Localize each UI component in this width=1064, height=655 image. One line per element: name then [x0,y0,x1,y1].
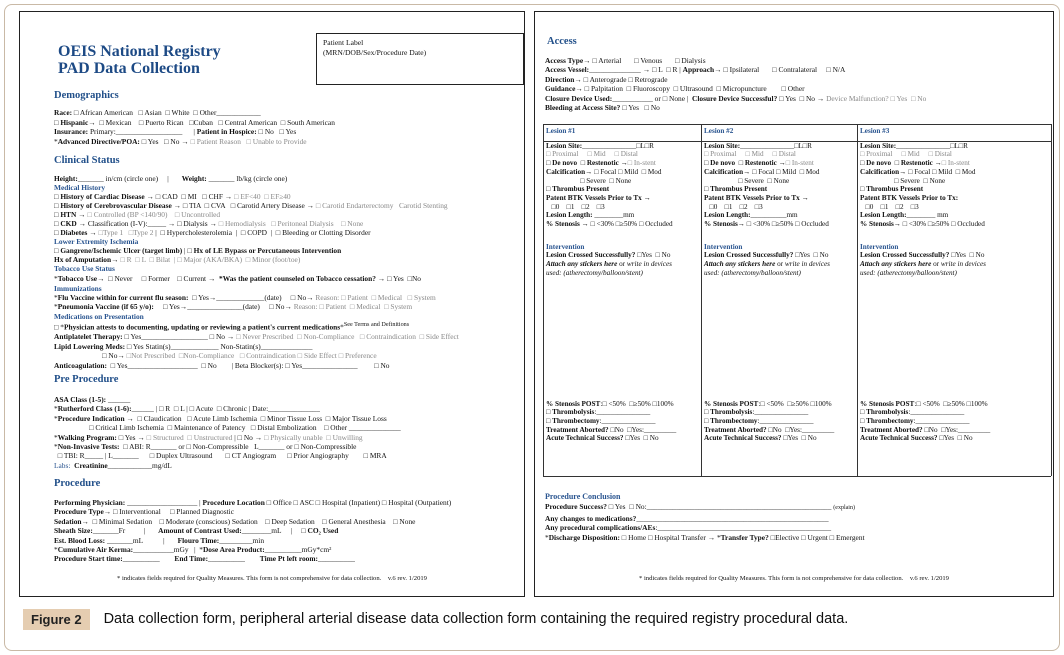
lesion-field: □ Severe □ None [860,176,946,185]
pre-procedure-line: □ Critical Limb Ischemia □ Maintenance of Patency □ Distal Embolization □ Other ______________ [54,423,401,433]
conclusion-line: *Discharge Disposition: □ Home □ Hospital Transfer → *Transfer Type? □Elective □ Urgent □ Emergent [545,532,865,542]
intervention-field: Attach any stickers here or write in devices [704,260,830,269]
lesion-field: □0 □1 □2 □3 [546,202,605,211]
lesion-header: Lesion #1 [546,127,576,135]
access-line: Closure Device Used:___________ or □ None | Closure Device Successful? □ Yes □ No → Device Malfunction? □ Yes □ No [545,93,927,103]
demographics-line: □ Hispanic→ □ Mexican □ Puerto Rican □Cuban □ Central American □ South American [54,117,335,127]
lesion-field: Calcification→ □ Focal □ Mild □ Mod [860,167,976,176]
procedure-line: Est. Blood Loss: _______mL | Flouro Time:_________min [54,535,265,545]
post-field: Treatment Aborted? □No □Yes:_________ [546,425,677,434]
section-demographics: Demographics [54,90,119,101]
medication-line: Antiplatelet Therapy: □ Yes__________________ □ No → □ Never Prescribed □ Non-Compliance □ Contraindication □ Side Effect [54,332,459,342]
medication-line: □ No→ □Not Prescribed □Non-Compliance □ Contraindication □ Side Effect □ Preference [54,351,377,361]
pre-procedure-line: *Non-Invasive Tests: □ ABI: R_______ or □ Non-Compressible L_______ or □ Non-Compressible [54,442,357,452]
caption-text: Data collection form, peripheral arterial disease data collection form containing the required registry procedural data. [103,611,849,627]
lesion-field: □ Severe □ None [546,176,632,185]
lesion-field: Patent BTK Vessels Prior to Tx → [546,193,651,202]
sub-immunizations: Immunizations [54,284,102,293]
pre-procedure-block [54,395,524,470]
post-field: % Stenosis POST:□ <50% □≥50% □100% [860,399,988,408]
tobacco-block [54,274,524,283]
medical-history-line: □ History of Cerebrovascular Disease → □ TIA □ CVA □ Carotid Artery Disease → □ Carotid Endarterectomy Carotid Stenting [54,201,448,210]
lesion-header: Lesion #2 [704,127,734,135]
figure-caption [23,607,1060,631]
lesion-field: % Stenosis → □ <30% □≥50% □ Occluded [546,220,673,229]
procedure-line: Performing Physician: ___________________ | Procedure Location □ Office □ ASC □ Hospital (Inpatient) □ Hospital (Outpatient) [54,498,452,507]
lesion-field: □ Thrombus Present [546,185,610,194]
medication-line: □ *Physician attests to documenting, updating or reviewing a patient's current medications*$^{See Terms and Definitions}$ [54,322,410,332]
intervention-field: used: (atherectomy/balloon/stent) [546,268,643,277]
figure-frame [4,4,1060,651]
access-line: Access Type→ □ Arterial □ Venous □ Dialysis [545,56,706,65]
clinical-line: Height:_______ in/cm (circle one) | Weight: _______ lb/kg (circle one) [54,174,288,183]
lesion-table-left [543,124,544,476]
section-clinical-status: Clinical Status [54,155,120,166]
sub-medical-history: Medical History [54,183,106,192]
medical-history-line: □ HTN → □ Controlled (BP <140/90) □ Uncontrolled [54,210,221,219]
patient-label-subtitle: (MRN/DOB/Sex/Procedure Date) [323,48,427,57]
demographics-block [54,108,524,146]
lesion-field: □ De novo □ Restenotic →□ In-stent [704,159,814,168]
post-field: □ Thrombectomy:_______________ [704,416,814,425]
access-block [545,56,1050,112]
medication-line: Lipid Lowering Meds: □ Yes Statin(s)_____________ Non-Statin(s)______________ [54,341,313,351]
post-field: % Stenosis POST:□ <50% □≥50% □100% [546,399,674,408]
pre-procedure-line: *Walking Program: □ Yes → □ Structured □ Unstructured | □ No → □ Physically unable □ Unwilling [54,432,363,442]
intervention-field: Lesion Crossed Successfully? □Yes □ No [546,251,671,260]
intervention-field: used: (atherectomy/balloon/stent) [704,268,801,277]
immunization-block [54,293,524,311]
lesion-field: Lesion Length: ________mm [546,211,635,220]
lower-ext-line: □ Gangrene/Ischemic Ulcer (target limb) | □ Hx of LE Bypass or Percutaneous Intervention [54,246,342,255]
post-field: % Stenosis POST:□ <50% □≥50% □100% [704,399,832,408]
lesion-table-right [1051,124,1052,476]
intervention-field: Attach any stickers here or write in devices [546,260,672,269]
lesion-field: Lesion Length:________ mm [860,211,949,220]
lesion-column-1 [546,127,700,443]
lesion-table-bottom [543,476,1051,477]
lesion-field: □0 □1 □2 □3 [704,202,763,211]
lower-ext-line: Hx of Amputation→ □ R □ L □ Bilat | □ Major (AKA/BKA) □ Minor (foot/toe) [54,255,301,264]
patient-label-box [316,33,524,85]
figure-badge: Figure 2 [23,609,90,630]
post-field: □ Thrombolysis:_______________ [860,408,965,417]
clinical-block [54,174,524,183]
medical-history-line: □ History of Cardiac Disease → □ CAD □ MI □ CHF → □ EF<40 □ EF≥40 [54,192,291,201]
procedure-line: *Cumulative Air Kerma:___________mGy | *Dose Area Product:__________mGy*cm² [54,545,332,555]
lesion-table-top [543,124,1051,125]
procedure-line: Procedure Start time:__________ End Time:__________ Time Pt left room:__________ [54,554,355,564]
lesion-field: % Stenosis→ □ <30% □≥50% □ Occluded [704,220,829,229]
footer-left: * indicates fields required for Quality Measures. This form is not comprehensive for data collection. v.6 rev. 1/2019 [117,575,427,582]
pre-procedure-line: *Rutherford Class (1-6):______ | □ R □ L | □ Acute □ Chronic | Date:______________ [54,404,320,414]
lesion-field: □ Proximal □ Mid □ Distal [704,150,796,159]
section-pre-procedure: Pre Procedure [54,374,119,385]
lesion-field: Lesion Length:__________mm [704,211,798,220]
procedure-block [54,498,524,564]
pre-procedure-line: Labs: Creatinine____________mg/dL [54,460,172,470]
pre-procedure-line: ASA Class (1-5): ______ [54,395,131,404]
post-field: Treatment Aborted? □No □Yes:_________ [704,425,835,434]
conclusion-block [545,502,1050,542]
demographics-line: Race: □ African American □ Asian □ White □ Other____________ [54,108,261,117]
lesion-field: Calcification→ □ Focal □ Mild □ Mod [546,167,662,176]
demographics-line: *Advanced Directive/POA: □ Yes □ No → □ Patient Reason □ Unable to Provide [54,136,307,146]
lesion-field: Lesion Site:_______________□L□R [546,141,654,150]
lower-ext-block [54,246,524,264]
pre-procedure-line: □ TBI: R_____ | L_______ □ Duplex Ultrasound □ CT Angiogram □ Prior Angiography □ MRA [54,451,387,461]
intervention-field: used: (atherectomy/balloon/stent) [860,268,957,277]
post-field: □ Thrombolysis:_______________ [546,408,651,417]
lesion-col-divider-2 [857,124,858,476]
lesion-field: □ Proximal □ Mid □ Distal [546,150,638,159]
immunization-line: *Flu Vaccine within for current flu season: □ Yes→_____________(date) □ No→ Reason: □ Patient □ Medical □ System [54,293,436,302]
intervention-field: Attach any stickers here or write in devices [860,260,986,269]
medical-history-block [54,192,524,237]
lesion-field: □ De novo □ Restenotic →□ In-stent [860,159,970,168]
conclusion-line: Procedure Success? □ Yes □ No:__________________________________________________ (explain) [545,502,855,511]
form-page-left [19,11,525,597]
immunization-line: *Pneumonia Vaccine (if 65 y/o): □ Yes→_______________(date) □ No→ Reason: □ Patient □ Medical □ System [54,302,413,311]
pre-procedure-line: *Procedure Indication → □ Claudication □ Acute Limb Ischemia □ Minor Tissue Loss □ Major Tissue Loss [54,413,387,423]
lesion-field: □ Thrombus Present [704,185,768,194]
lesion-column-3 [860,127,1050,443]
post-field: □ Thrombolysis:_______________ [704,408,809,417]
lesion-field: Patent BTK Vessels Prior to Tx: [860,193,959,202]
lesion-column-2 [704,127,856,443]
section-access: Access [547,36,577,47]
form-title-line1: OEIS National Registry [58,43,221,60]
intervention-header: Intervention [546,242,585,251]
lesion-field: □ Proximal □ Mid □ Distal [860,150,952,159]
intervention-field: Lesion Crossed Successfully? □Yes □ No [704,251,829,260]
conclusion-line: Any changes to medications?____________________________________________________ [545,513,829,523]
lesion-field: □0 □1 □2 □3 [860,202,919,211]
lesion-field: □ Thrombus Present [860,185,924,194]
lesion-header: Lesion #3 [860,127,890,135]
demographics-line: Insurance: Primary:__________________ | Patient in Hospice: □ No □ Yes [54,127,297,137]
intervention-field: Lesion Crossed Successfully? □Yes □ No [860,251,985,260]
form-page-right [534,11,1054,597]
lesion-field: Lesion Site:_______________□L□R [860,141,968,150]
medications-block [54,321,524,370]
lesion-field: □ Severe □ None [704,176,790,185]
lesion-field: □ De novo □ Restenotic →□ In-stent [546,159,656,168]
lesion-field: % Stenosis→ □ <30% □≥50% □ Occluded [860,220,985,229]
conclusion-line: Any procedural complications/AEs:_______________________________________________ [545,523,832,533]
post-field: Treatment Aborted? □No □Yes:_________ [860,425,991,434]
procedure-line: Sheath Size:_______Fr | Amount of Contrast Used:________mL | □ CO₂ Used [54,526,339,536]
footer-right: * indicates fields required for Quality Measures. This form is not comprehensive for data collection. v.6 rev. 1/2019 [639,575,949,582]
sub-procedure-conclusion: Procedure Conclusion [545,492,621,501]
medical-history-line: □ CKD → Classification (I-V):_____ → □ Dialysis → □ Hemodialysis □ Peritoneal Dialysis □ None [54,219,364,228]
lesion-field: Calcification→ □ Focal □ Mild □ Mod [704,167,820,176]
lesion-field: Patent BTK Vessels Prior to Tx → [704,193,809,202]
procedure-line: Sedation→ □ Minimal Sedation □ Moderate (conscious) Sedation □ Deep Sedation □ General Anesthesia □ None [54,516,416,526]
lesion-col-divider-1 [701,124,702,476]
medication-line: Anticoagulation: □ Yes___________________ □ No | Beta Blocker(s): □ Yes_______________ □ No [54,360,390,370]
sub-tobacco: Tobacco Use Status [54,264,115,273]
medical-history-line: □ Diabetes → □Type 1 □Type 2 | □ Hypercholesterolemia | □ COPD | □ Bleeding or Clotting Disorder [54,228,371,237]
section-procedure: Procedure [54,478,101,489]
sub-lower-ext: Lower Extremity Ischemia [54,237,139,246]
lesion-field: Lesion Site:_______________□L□R [704,141,812,150]
sub-medications: Medications on Presentation [54,312,144,321]
form-title-line2: PAD Data Collection [58,60,200,77]
access-line: Guidance→ □ Palpitation □ Fluoroscopy □ Ultrasound □ Micropuncture □ Other [545,84,805,94]
procedure-line: Procedure Type→ □ Interventional □ Planned Diagnostic [54,507,234,517]
access-line: Access Vessel:______________ → □ L □ R | Approach→ □ Ipsilateral □ Contralateral □ N/A [545,65,846,75]
intervention-header: Intervention [704,242,743,251]
intervention-header: Intervention [860,242,899,251]
post-field: □ Thrombectomy:_______________ [860,416,970,425]
tobacco-line: *Tobacco Use→ □ Never □ Former □ Current → *Was the patient counseled on Tobacco cessation? → □ Yes □No [54,274,421,283]
access-line: Direction→ □ Anterograde □ Retrograde [545,74,668,84]
patient-label-title: Patient Label [323,38,364,47]
post-field: □ Thrombectomy:_______________ [546,416,656,425]
post-field: Acute Technical Success? □Yes □ No [860,434,973,443]
access-line: Bleeding at Access Site? □ Yes □ No [545,103,660,113]
post-field: Acute Technical Success? □Yes □ No [546,434,659,443]
post-field: Acute Technical Success? □Yes □ No [704,434,817,443]
